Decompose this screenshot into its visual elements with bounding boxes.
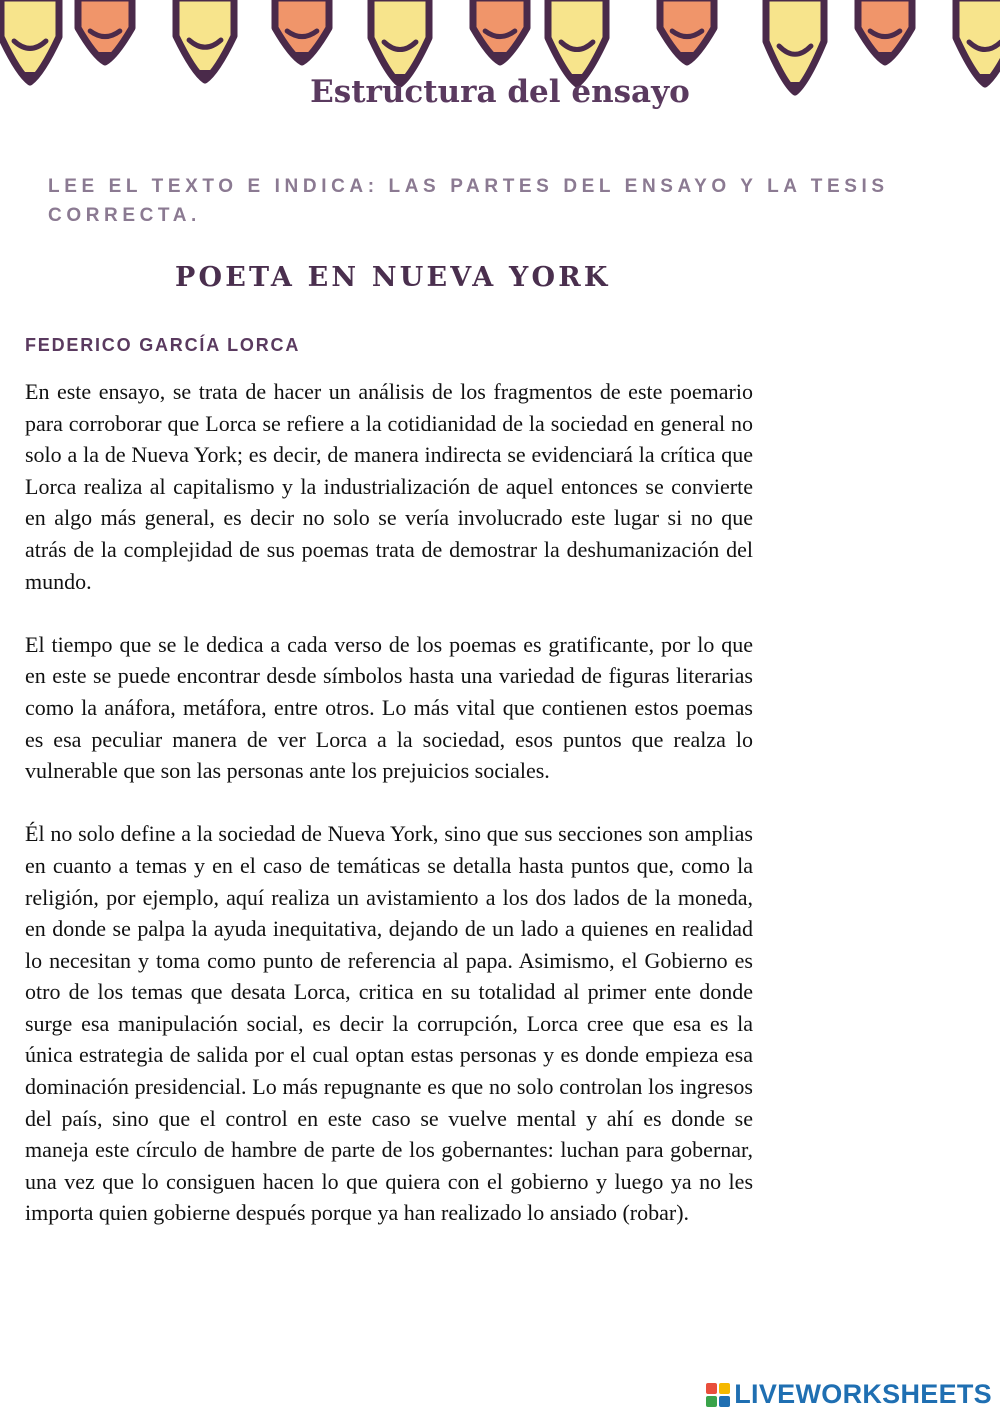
pencil-tip-icon: [660, 0, 714, 62]
pencil-tip-icon: [548, 0, 606, 84]
poem-title: POETA EN NUEVA YORK: [175, 262, 611, 293]
logo-square-yellow: [719, 1383, 730, 1394]
instruction-text: LEE EL TEXTO E INDICA: LAS PARTES DEL ENSAYO Y LA TESIS CORRECTA.: [48, 176, 889, 226]
pencil-tip-icon: [858, 0, 912, 62]
essay-paragraph-1: En este ensayo, se trata de hacer un análisis de los fragmentos de este poemario para corroborar que Lorca se refiere a la cotidianidad de la sociedad en general no solo a la de Nueva York; es decir, de manera indirecta se evidenciará la crítica que Lorca realiza al capitalismo y la industrialización de aquel entonces se convierte en algo más general, es decir no solo se vería involucrado este lugar si no que atrás de la complejidad de sus poemas trata de demostrar la deshumanización del mundo.: [25, 379, 753, 594]
pencil-tip-icon: [371, 0, 429, 84]
liveworksheets-branding[interactable]: [706, 1379, 992, 1410]
liveworksheets-logo-icon: [706, 1383, 730, 1407]
pencil-tip-icon: [78, 0, 132, 62]
pencil-tip-icon: [176, 0, 234, 80]
pencil-tip-icon: [473, 0, 527, 62]
page-title: Estructura del ensayo: [310, 74, 690, 110]
logo-square-red: [706, 1383, 717, 1394]
logo-square-blue: [719, 1396, 730, 1407]
liveworksheets-logo-text: LIVEWORKSHEETS: [734, 1379, 992, 1409]
pencil-tip-icon: [1, 0, 59, 82]
pencil-tip-icon: [275, 0, 329, 62]
author-name: FEDERICO GARCÍA LORCA: [25, 335, 301, 355]
essay-body: [25, 376, 753, 1261]
essay-paragraph-2: El tiempo que se le dedica a cada verso de los poemas es gratificante, por lo que en este se puede encontrar desde símbolos hasta una variedad de figuras literarias como la anáfora, metáfora, entre otros. Lo más vital que contienen estos poemas es esa peculiar manera de ver Lorca a la sociedad, esos puntos que realza lo vulnerable que son las personas ante los prejuicios sociales.: [25, 631, 753, 784]
essay-paragraph-3: Él no solo define a la sociedad de Nueva York, sino que sus secciones son amplias en cuanto a temas y en el caso de temáticas se detalla hasta puntos que, como la religión, por ejemplo, aquí realiza un avistamiento a los dos lados de la moneda, en donde se palpa la ayuda inequitativa, dejando de un lado a quienes en realidad lo necesitan y toma como punto de referencia al papa. Asimismo, el Gobierno es otro de los temas que desata Lorca, critica en su totalidad al primer ente donde surge esa manipulación social, es decir la corrupción, Lorca cree que esa es la única estrategia de salida por el cual optan estas personas y es donde empieza esa dominación presidencial. Lo más repugnante es que no solo controlan los ingresos del país, sino que el control en este caso se vuelve mental y ahí es donde se maneja este círculo de hambre de parte de los gobernantes: luchan para gobernar, una vez que lo consiguen hacen lo que quiera con el gobierno y luego ya no les importa quien gobierne después porque ya han realizado lo ansiado (robar).: [25, 821, 753, 1226]
logo-square-green: [706, 1396, 717, 1407]
pencil-tip-icon: [956, 0, 1000, 84]
